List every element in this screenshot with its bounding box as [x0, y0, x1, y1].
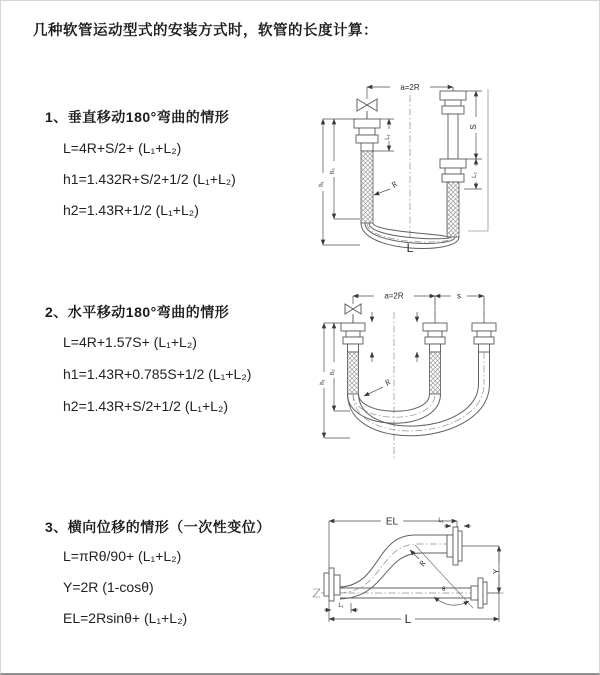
section-1-heading: 1、垂直移动180°弯曲的情形 — [45, 109, 230, 125]
d3-dim-l1-bottom-label: L₁ — [338, 603, 344, 609]
d2-dim-a2r-label: a=2R — [384, 291, 404, 301]
braided-hose-section — [447, 182, 459, 237]
d1-dim-l1-label: L₁ — [385, 134, 391, 140]
d2-dim-h1-label: h₁ — [320, 379, 326, 385]
valve-icon — [357, 99, 377, 119]
flange-fitting-upper-right — [447, 527, 462, 565]
diagram-vertical-180-bend — [316, 73, 591, 258]
flange-fitting-left — [324, 568, 340, 601]
d2-dim-h2-label: h₂ — [330, 369, 336, 375]
hose-fitting — [354, 119, 380, 151]
section-2-formula-h2: h2=1.43R+S/2+1/2 (L₁+L₂) — [63, 398, 229, 414]
section-2-heading: 2、水平移动180°弯曲的情形 — [45, 304, 230, 320]
section-1-formula-h2: h2=1.43R+1/2 (L₁+L₂) — [63, 202, 199, 218]
d3-radius-label: R — [417, 558, 428, 569]
d1-dim-h1-label: h₁ — [319, 181, 325, 187]
braided-hose-section — [361, 151, 373, 223]
d3-dim-l-label: L — [404, 612, 412, 626]
extension-bracket — [468, 89, 488, 231]
section-1-formula-h1: h1=1.432R+S/2+1/2 (L₁+L₂) — [63, 171, 236, 187]
d2-radius-label: R — [382, 377, 393, 388]
hose-fitting-upper-position — [440, 91, 466, 159]
flange-fitting-lower-right — [471, 578, 487, 608]
section-3-heading: 3、横向位移的情形（一次性变位） — [45, 519, 271, 535]
d1-radius-label: R — [389, 179, 400, 190]
d1-dim-l2-label: L₂ — [472, 172, 478, 178]
diagram-horizontal-180-bend — [316, 284, 591, 466]
braided-hose-section — [430, 352, 441, 394]
section-2-formula-h1: h1=1.43R+0.785S+1/2 (L₁+L₂) — [63, 366, 252, 382]
section-3-formula-EL: EL=2Rsinθ+ (L₁+L₂) — [63, 610, 188, 626]
braided-hose-section — [348, 352, 359, 394]
axis-break-mark — [313, 589, 320, 597]
hose-fitting-lower-position — [440, 159, 466, 182]
diagram-lateral-displacement — [311, 507, 596, 652]
hose-fitting — [423, 323, 447, 352]
section-3-formula-L: L=πRθ/90+ (L₁+L₂) — [63, 548, 182, 564]
d2-dim-s-label: s — [457, 291, 461, 301]
section-2-formula-L: L=4R+1.57S+ (L₁+L₂) — [63, 334, 197, 350]
d3-angle-label: θ — [442, 587, 446, 593]
page-title: 几种软管运动型式的安装方式时，软管的长度计算： — [33, 23, 378, 39]
d3-dim-l1-top-label: L₁ — [438, 518, 444, 524]
hose-displaced-position — [340, 535, 453, 599]
section-3-formula-Y: Y=2R (1-cosθ) — [63, 579, 154, 595]
d3-dim-el-label: EL — [385, 516, 399, 528]
d3-dim-y-label: Y — [492, 568, 501, 575]
d1-length-label: L — [406, 241, 414, 255]
valve-icon — [345, 304, 361, 323]
hose-fitting-moved-position — [472, 323, 496, 352]
u-shaped-hose-moved — [348, 384, 490, 436]
d1-dim-h2-label: h₂ — [330, 168, 336, 174]
d1-dim-a2r-label: a=2R — [400, 83, 420, 92]
section-1-formula-L: L=4R+S/2+ (L₁+L₂) — [63, 140, 182, 156]
d1-dim-s-label: S — [469, 124, 478, 130]
construction-line — [415, 545, 473, 608]
hose-fitting — [341, 323, 365, 352]
